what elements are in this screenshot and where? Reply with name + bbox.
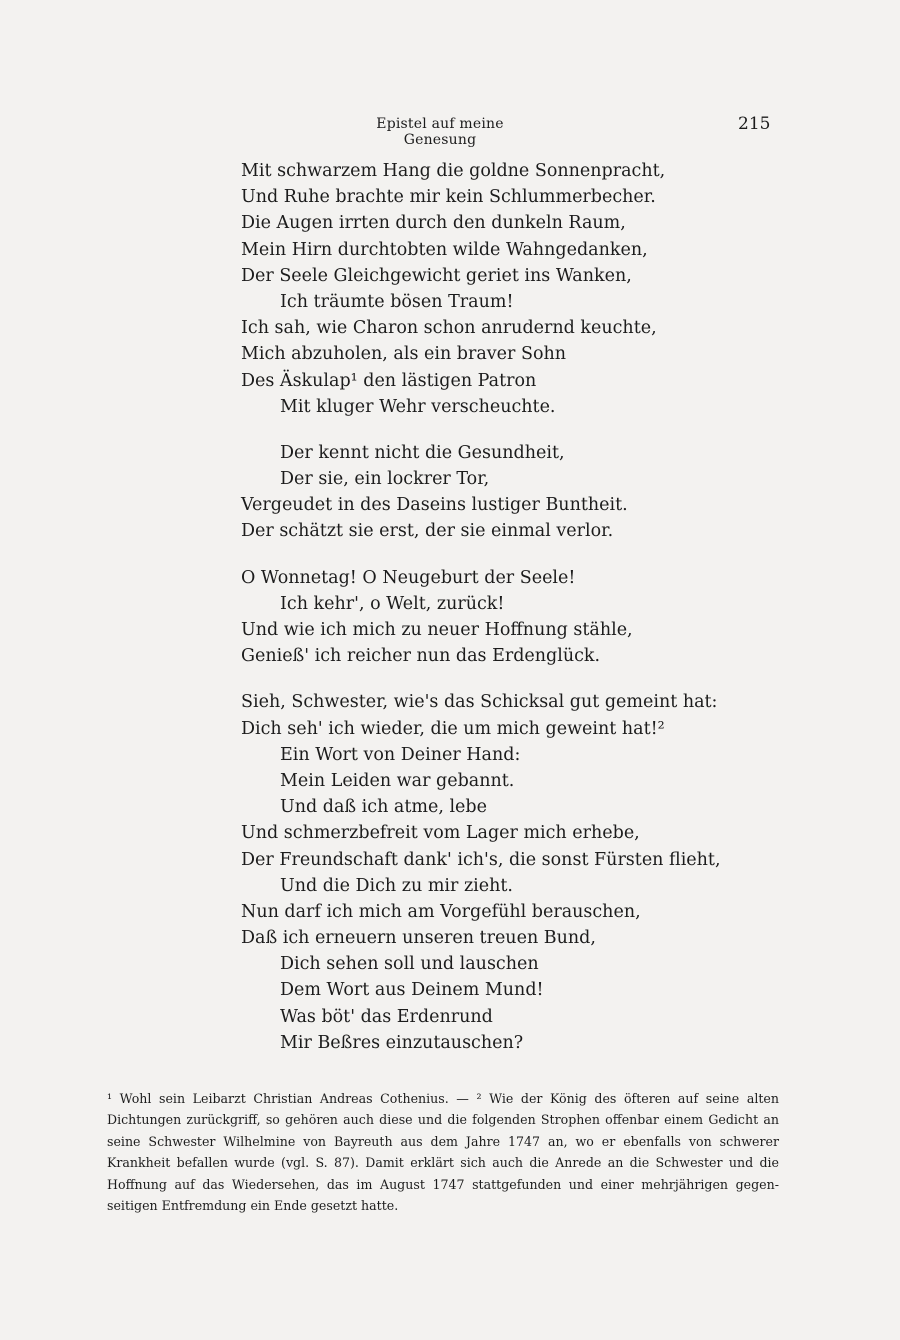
poem-line: Dich seh' ich wieder, die um mich geweint hat!² [241,718,665,739]
poem-line: Was böt' das Erdenrund [280,1006,493,1027]
poem-line: Ein Wort von Deiner Hand: [280,744,521,765]
poem-line: Dich sehen soll und lauschen [280,954,539,975]
poem-line: Ich kehr', o Welt, zurück! [280,593,505,614]
poem-line: Dem Wort aus Deinem Mund! [280,980,544,1001]
poem-line: Daß ich erneuern unseren treuen Bund, [241,928,596,949]
poem-stanza [241,565,721,670]
poem-line: Der schätzt sie erst, der sie einmal verlor. [241,521,614,542]
poem-line: Mit kluger Wehr verscheuchte. [280,396,556,417]
page-number: 215 [738,114,771,134]
poem-line: Sieh, Schwester, wie's das Schicksal gut gemeint hat: [241,692,718,713]
poem-stanza [241,440,721,545]
poem-line: Mich abzuholen, als ein braver Sohn [241,344,567,365]
poem-line: Die Augen irrten durch den dunkeln Raum, [241,213,626,234]
poem-line: O Wonnetag! O Neugeburt der Seele! [241,567,576,588]
footnotes: ¹ Wohl sein Leibarzt Christian Andreas Cothenius. — ² Wie der König des öfteren auf seine alten Dichtungen zurückgriff, so gehören auch diese und die folgenden Strophen offenbar einem Gedicht an seine Schwester Wilhelmine von Bayreuth aus dem Jahre 1747 an, wo er ebenfalls von schwerer Krankheit befallen wurde (vgl. S. 87). Damit erklärt sich auch die Anrede an die Schwester und die Hoffnung auf das Wiedersehen, das im August 1747 stattgefunden und einer mehrjährigen gegen- seitigen Entfremdung ein Ende gesetzt hatte. [107,1091,779,1214]
poem-line: Ich sah, wie Charon schon anrudernd keuchte, [241,318,657,339]
poem-line: Nun darf ich mich am Vorgefühl berauschen, [241,901,641,922]
poem-stanza [241,158,721,420]
running-title: Epistel auf meine Genesung [376,116,504,148]
poem-line: Und daß ich atme, lebe [280,797,487,818]
poem-line: Der kennt nicht die Gesundheit, [280,442,565,463]
poem-line: Ich träumte bösen Traum! [280,291,514,312]
poem-line: Des Äskulap¹ den lästigen Patron [241,370,537,391]
poem-line: Der Freundschaft dank' ich's, die sonst Fürsten flieht, [241,849,721,870]
poem-body [241,158,721,1076]
poem-line: Mein Leiden war gebannt. [280,770,515,791]
poem-line: Mit schwarzem Hang die goldne Sonnenpracht, [241,161,666,181]
poem-line: Der sie, ein lockrer Tor, [280,469,490,490]
poem-line: Mir Beßres einzutauschen? [280,1032,524,1053]
poem-line: Und Ruhe brachte mir kein Schlummerbecher. [241,187,656,208]
poem-stanza [241,689,721,1056]
poem-line: Genieß' ich reicher nun das Erdenglück. [241,646,601,667]
poem-line: Vergeudet in des Daseins lustiger Buntheit. [241,495,628,516]
poem-line: Und schmerzbefreit vom Lager mich erhebe, [241,823,640,844]
poem-line: Und wie ich mich zu neuer Hoffnung stähle, [241,620,633,640]
poem-line: Und die Dich zu mir zieht. [280,875,513,896]
poem-line: Der Seele Gleichgewicht geriet ins Wanken, [241,265,632,286]
poem-line: Mein Hirn durchtobten wilde Wahngedanken, [241,239,648,260]
